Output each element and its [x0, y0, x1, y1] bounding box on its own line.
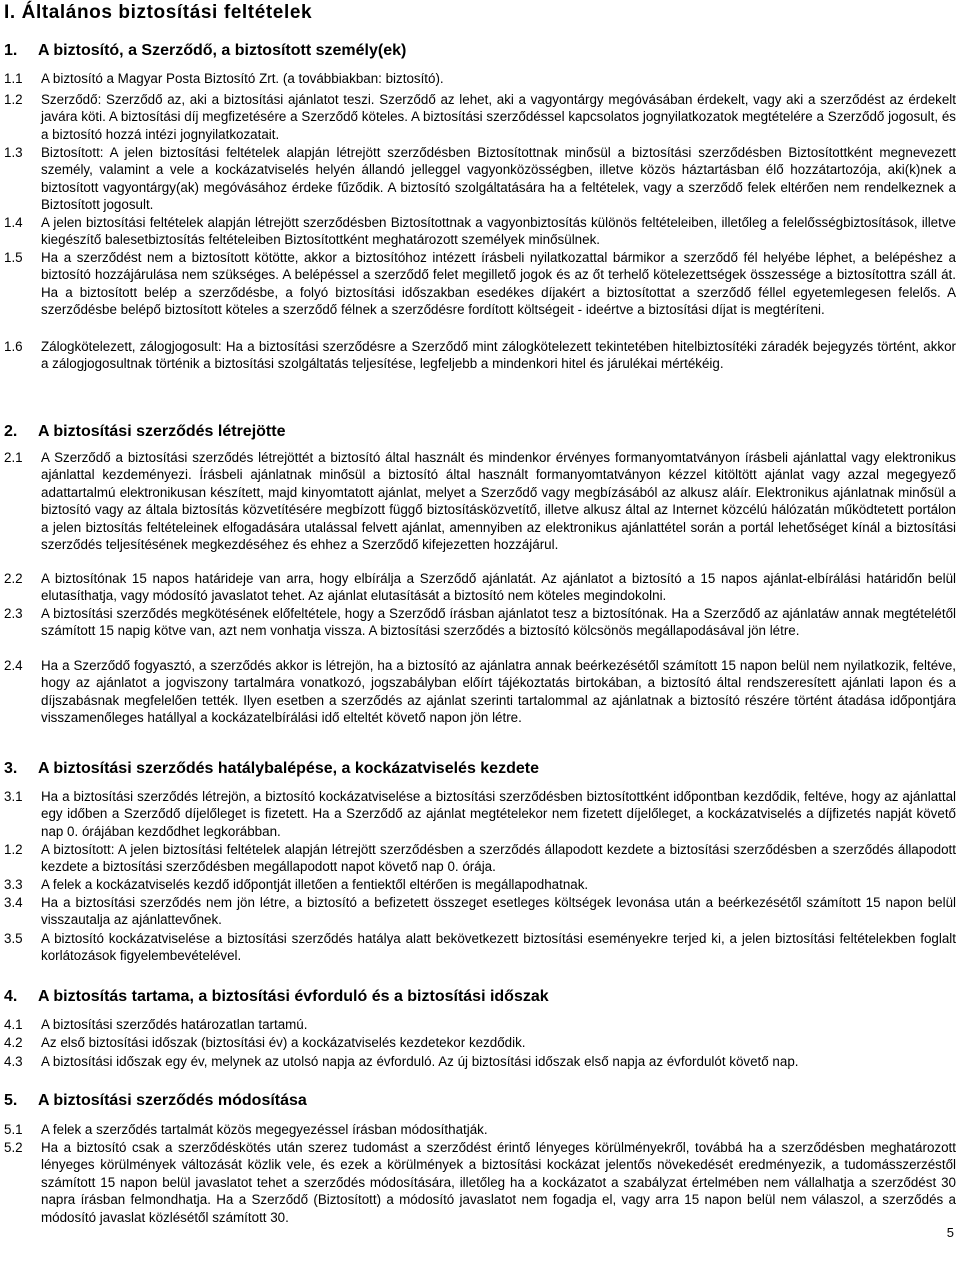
- paragraph-number: 3.1: [4, 789, 23, 804]
- page-number: 5: [946, 1225, 954, 1240]
- paragraph-text: A biztosítónak 15 napos határideje van arra, hogy elbírálja a Szerződő ajánlatát. Az ajánlatot a biztosító a 15 napos ajánlat-elbírálási határidőn belül elutasíthatja, vagy módosító javaslatot tehet. Az ajánlat elutasítását a biztosító nem köteles megindokolni.: [41, 571, 956, 604]
- section-title: A biztosítási szerződés módosítása: [38, 1092, 307, 1109]
- paragraph-text: A biztosító kockázatviselése a biztosítási szerződés hatálya alatt bekövetkezett biztosítási eseményekre terjed ki, a jelen biztosítási feltételekben foglalt korlátozások figyelembevételével.: [41, 931, 956, 964]
- paragraph-text: A biztosítási szerződés határozatlan tartamú.: [41, 1017, 308, 1032]
- paragraph-number: 1.4: [4, 215, 23, 230]
- paragraph-text: A biztosító a Magyar Posta Biztosító Zrt. (a továbbiakban: biztosító).: [41, 71, 444, 86]
- paragraph-number: 5.1: [4, 1122, 23, 1137]
- paragraph-5-2: [4, 1139, 956, 1226]
- document-title: I. Általános biztosítási feltételek: [4, 2, 313, 23]
- paragraph-3-2: [4, 841, 956, 876]
- paragraph-text: Ha a Szerződő fogyasztó, a szerződés akkor is létrejön, ha a biztosító az ajánlatra annak beérkezésétől számított 15 napon belül nem nyilatkozik, feltéve, hogy az ajánlatot a jogviszony tartalmára vonatkozó, jogszabályban előírt tájékoztatás birtokában, a biztosító által rendszeresített ajánlati lapon és a díjszabásnak megfelelően tették. Ilyen esetben a szerződés az ajánlat szerinti tartalommal az ajánlatnak a biztosító részére történt átadása időpontjára visszamenőleges hatállyal a kockázatelbírálási idő elteltét követő napon jön létre.: [41, 658, 956, 726]
- section-number: 2.: [4, 423, 18, 440]
- paragraph-number: 1.6: [4, 339, 23, 354]
- paragraph-text: Szerződő: Szerződő az, aki a biztosítási ajánlatot teszi. Szerződő az lehet, aki a vagyontárgy megóvásában érdekelt, vagy aki a szerződést az érdekelt javára köti. A biztosítási díj megfizetésére a Szerződő köteles. A biztosítási szerződéssel kapcsolatos jognyilatkozatok megtételére a Szerződő jogosult, és a biztosító hozzá intézi jognyilatkozatait.: [41, 92, 956, 142]
- paragraph-text: A felek a szerződés tartalmát közös megegyezéssel írásban módosíthatják.: [41, 1122, 488, 1137]
- paragraph-number: 2.2: [4, 571, 23, 586]
- paragraph-4-1: [4, 1016, 956, 1033]
- paragraph-2-1: [4, 449, 956, 553]
- paragraph-number: 4.2: [4, 1035, 23, 1050]
- section-heading: [4, 986, 549, 1008]
- paragraph-1-5: [4, 249, 956, 319]
- paragraph-text: Biztosított: A jelen biztosítási feltételek alapján létrejött szerződésben Biztosítottnak minősül a biztosítási szerződésben Biztosítottként megnevezett személy, valamint a vele a kockázatviselés helyén állandó jelleggel vagyonközösségben, illetve közös háztartásban élő hozzátartozója, aki(k)nek a biztosított vagyontárgy(ak) megóvásához érdeke fűződik. A biztosító szolgáltatására ha a feltételek, vagy a szerződő felek eltérően nem rendelkeznek a Biztosított jogosult.: [41, 145, 956, 213]
- paragraph-2-3: [4, 605, 956, 640]
- paragraph-number: 2.3: [4, 606, 23, 621]
- paragraph-number: 4.1: [4, 1017, 23, 1032]
- section-title: A biztosítás tartama, a biztosítási évforduló és a biztosítási időszak: [38, 988, 549, 1005]
- paragraph-3-3: [4, 876, 956, 893]
- section-title: A biztosítási szerződés hatálybalépése, a kockázatviselés kezdete: [38, 760, 539, 777]
- paragraph-number: 2.1: [4, 450, 23, 465]
- paragraph-4-3: [4, 1053, 956, 1070]
- section-number: 3.: [4, 760, 18, 777]
- paragraph-text: A Szerződő a biztosítási szerződés létrejöttét a biztosító által használt és mindenkor érvényes formanyomtatványon írásbeli ajánlattal vagy elektronikus ajánlattal kezdeményezi. Írásbeli ajánlatnak minősül a biztosító által használt formanyomtatványon kézzel kitöltött ajánlat vagy azzal megegyező adattartalmú elektronikusan készített, majd kinyomtatott ajánlat, melyet a Szerződő vagy megbízásából az alkusz aláír. Elektronikus ajánlatnak minősül a biztosító vagy az általa biztosítás közvetítésére megbízott függő biztosításközvetítő, illetve alkusz által az Internet közcélú hálózatán működtetett portálon a jelen biztosítás feltételeinek elfogadására utalással felvett ajánlat, amennyiben az elektronikus ajánlattétel során a portál lehetőséget kínál a biztosítási szerződés teljesítésének megkezdéséhez és ehhez a Szerződő kifejezetten hozzájárul.: [41, 450, 956, 553]
- paragraph-text: Ha a szerződést nem a biztosított kötötte, akkor a biztosítóhoz intézett írásbeli nyilatkozattal bármikor a szerződő fél helyébe léphet, a belépéshez a biztosító hozzájárulása nem szükséges. A belépéssel a szerződő felet megillető jogok és az őt terhelő kötelezettségek összessége a biztosítottra száll át. Ha a biztosított belép a szerződésbe, a folyó biztosítási időszakban esedékes díjakért a biztosítottat a szerződő féllel egyetemlegesen felelős. A szerződésbe belépő biztosított köteles a szerződő félnek a szerződésre fordított költségeit - ideértve a biztosítási díjat is megtéríteni.: [41, 250, 956, 318]
- paragraph-1-3: [4, 144, 956, 214]
- paragraph-number: 3.3: [4, 877, 23, 892]
- paragraph-number: 2.4: [4, 658, 23, 673]
- paragraph-number: 1.3: [4, 145, 23, 160]
- paragraph-1-2: [4, 91, 956, 143]
- section-heading: [4, 421, 285, 443]
- paragraph-text: A jelen biztosítási feltételek alapján létrejött szerződésben Biztosítottnak a vagyonbiztosítás különös feltételeiben, illetőleg a felelősségbiztosítások, illetve kiegészítő balesetbiztosítás feltételeiben Biztosítottként meghatározott személyek minősülnek.: [41, 215, 956, 248]
- paragraph-text: A biztosított: A jelen biztosítási feltételek alapján létrejött szerződésben a szerződés állapodott kezdete a biztosítási szerződésben a szerződés állapodott kezdete a biztosítási szerződésben megállapodott napot követő nap 0. órája.: [41, 842, 956, 875]
- paragraph-2-4: [4, 657, 956, 727]
- paragraph-text: A biztosítási időszak egy év, melynek az utolsó napja az évforduló. Az új biztosítási időszak első napja az évfordulót követő nap.: [41, 1054, 799, 1069]
- paragraph-4-2: [4, 1034, 956, 1051]
- section-heading: [4, 1090, 307, 1112]
- paragraph-number: 4.3: [4, 1054, 23, 1069]
- paragraph-text: Ha a biztosítási szerződés létrejön, a biztosító kockázatviselése a biztosítási szerződésben biztosítottként időpontban kezdődik, feltéve, hogy az ajánlattal egy időben a Szerződő díjelőleget is fizetett. Ha a Szerződő az ajánlat megtételekor nem fizetett díjelőleget, a kockázatviselés a díjfizetés napját követő nap 0. órájában kezdődhet legkorábban.: [41, 789, 956, 839]
- paragraph-number: 3.4: [4, 895, 23, 910]
- section-title: A biztosítási szerződés létrejötte: [38, 423, 286, 440]
- section-heading: [4, 758, 539, 780]
- paragraph-5-1: [4, 1121, 956, 1138]
- section-title: A biztosító, a Szerződő, a biztosított személy(ek): [38, 42, 407, 59]
- paragraph-3-1: [4, 788, 956, 840]
- paragraph-3-4: [4, 894, 956, 929]
- section-number: 1.: [4, 42, 18, 59]
- paragraph-1-4: [4, 214, 956, 249]
- paragraph-1-1: [4, 70, 956, 87]
- paragraph-2-2: [4, 570, 956, 605]
- paragraph-1-6: [4, 338, 956, 373]
- section-number: 5.: [4, 1092, 18, 1109]
- paragraph-text: A felek a kockázatviselés kezdő időpontját illetően a fentiektől eltérően is megállapodhatnak.: [41, 877, 589, 892]
- paragraph-text: A biztosítási szerződés megkötésének előfeltétele, hogy a Szerződő írásban ajánlatot tesz a biztosítónak. Ha a Szerződő az ajánlatáw annak megtételétől számított 15 napig kötve van, azt nem vonhatja vissza. A biztosítási szerződés a biztosító kölcsönös megállapodásával jön létre.: [41, 606, 956, 639]
- paragraph-text: Ha a biztosító csak a szerződéskötés után szerez tudomást a szerződést érintő lényeges körülményekről, továbbá ha a szerződésben meghatározott lényeges körülmények változását közlik vele, és ezek a körülmények a biztosítási kockázat jelentős növekedését eredményezik, a tudomásszerzéstől számított 15 napon belül javaslatot tehet a szerződés módosítására, illetőleg ha a kockázatot a szabályzat értelmében nem vállalhatja a szerződést 30 napra írásban felmondhatja. Ha a Szerződő (Biztosított) a módosító javaslatot nem fogadja el, vagy arra 15 napon belül nem válaszol, a szerződés a módosító javaslat közlésétől számított 30.: [41, 1140, 956, 1225]
- paragraph-3-5: [4, 930, 956, 965]
- paragraph-text: Az első biztosítási időszak (biztosítási év) a kockázatviselés kezdetekor kezdődik.: [41, 1035, 526, 1050]
- paragraph-number: 1.1: [4, 71, 23, 86]
- paragraph-number: 3.5: [4, 931, 23, 946]
- paragraph-number: 1.2: [4, 92, 23, 107]
- paragraph-number: 1.2: [4, 842, 23, 857]
- paragraph-number: 5.2: [4, 1140, 23, 1155]
- paragraph-number: 1.5: [4, 250, 23, 265]
- section-number: 4.: [4, 988, 18, 1005]
- paragraph-text: Ha a biztosítási szerződés nem jön létre, a biztosító a befizetett összeget esetleges költségek levonása után a beérkezésétől számított 15 napon belül visszautalja az ajánlattevőnek.: [41, 895, 956, 928]
- section-heading: [4, 40, 406, 62]
- paragraph-text: Zálogkötelezett, zálogjogosult: Ha a biztosítási szerződésre a Szerződő mint zálogkötelezett tekintetében hitelbiztosítéki záradék bejegyzés történt, akkor a zálogjogosultnak történik a biztosítási szolgáltatás teljesítése, legfeljebb a mindenkori hitel és járulékai mértékéig.: [41, 339, 956, 372]
